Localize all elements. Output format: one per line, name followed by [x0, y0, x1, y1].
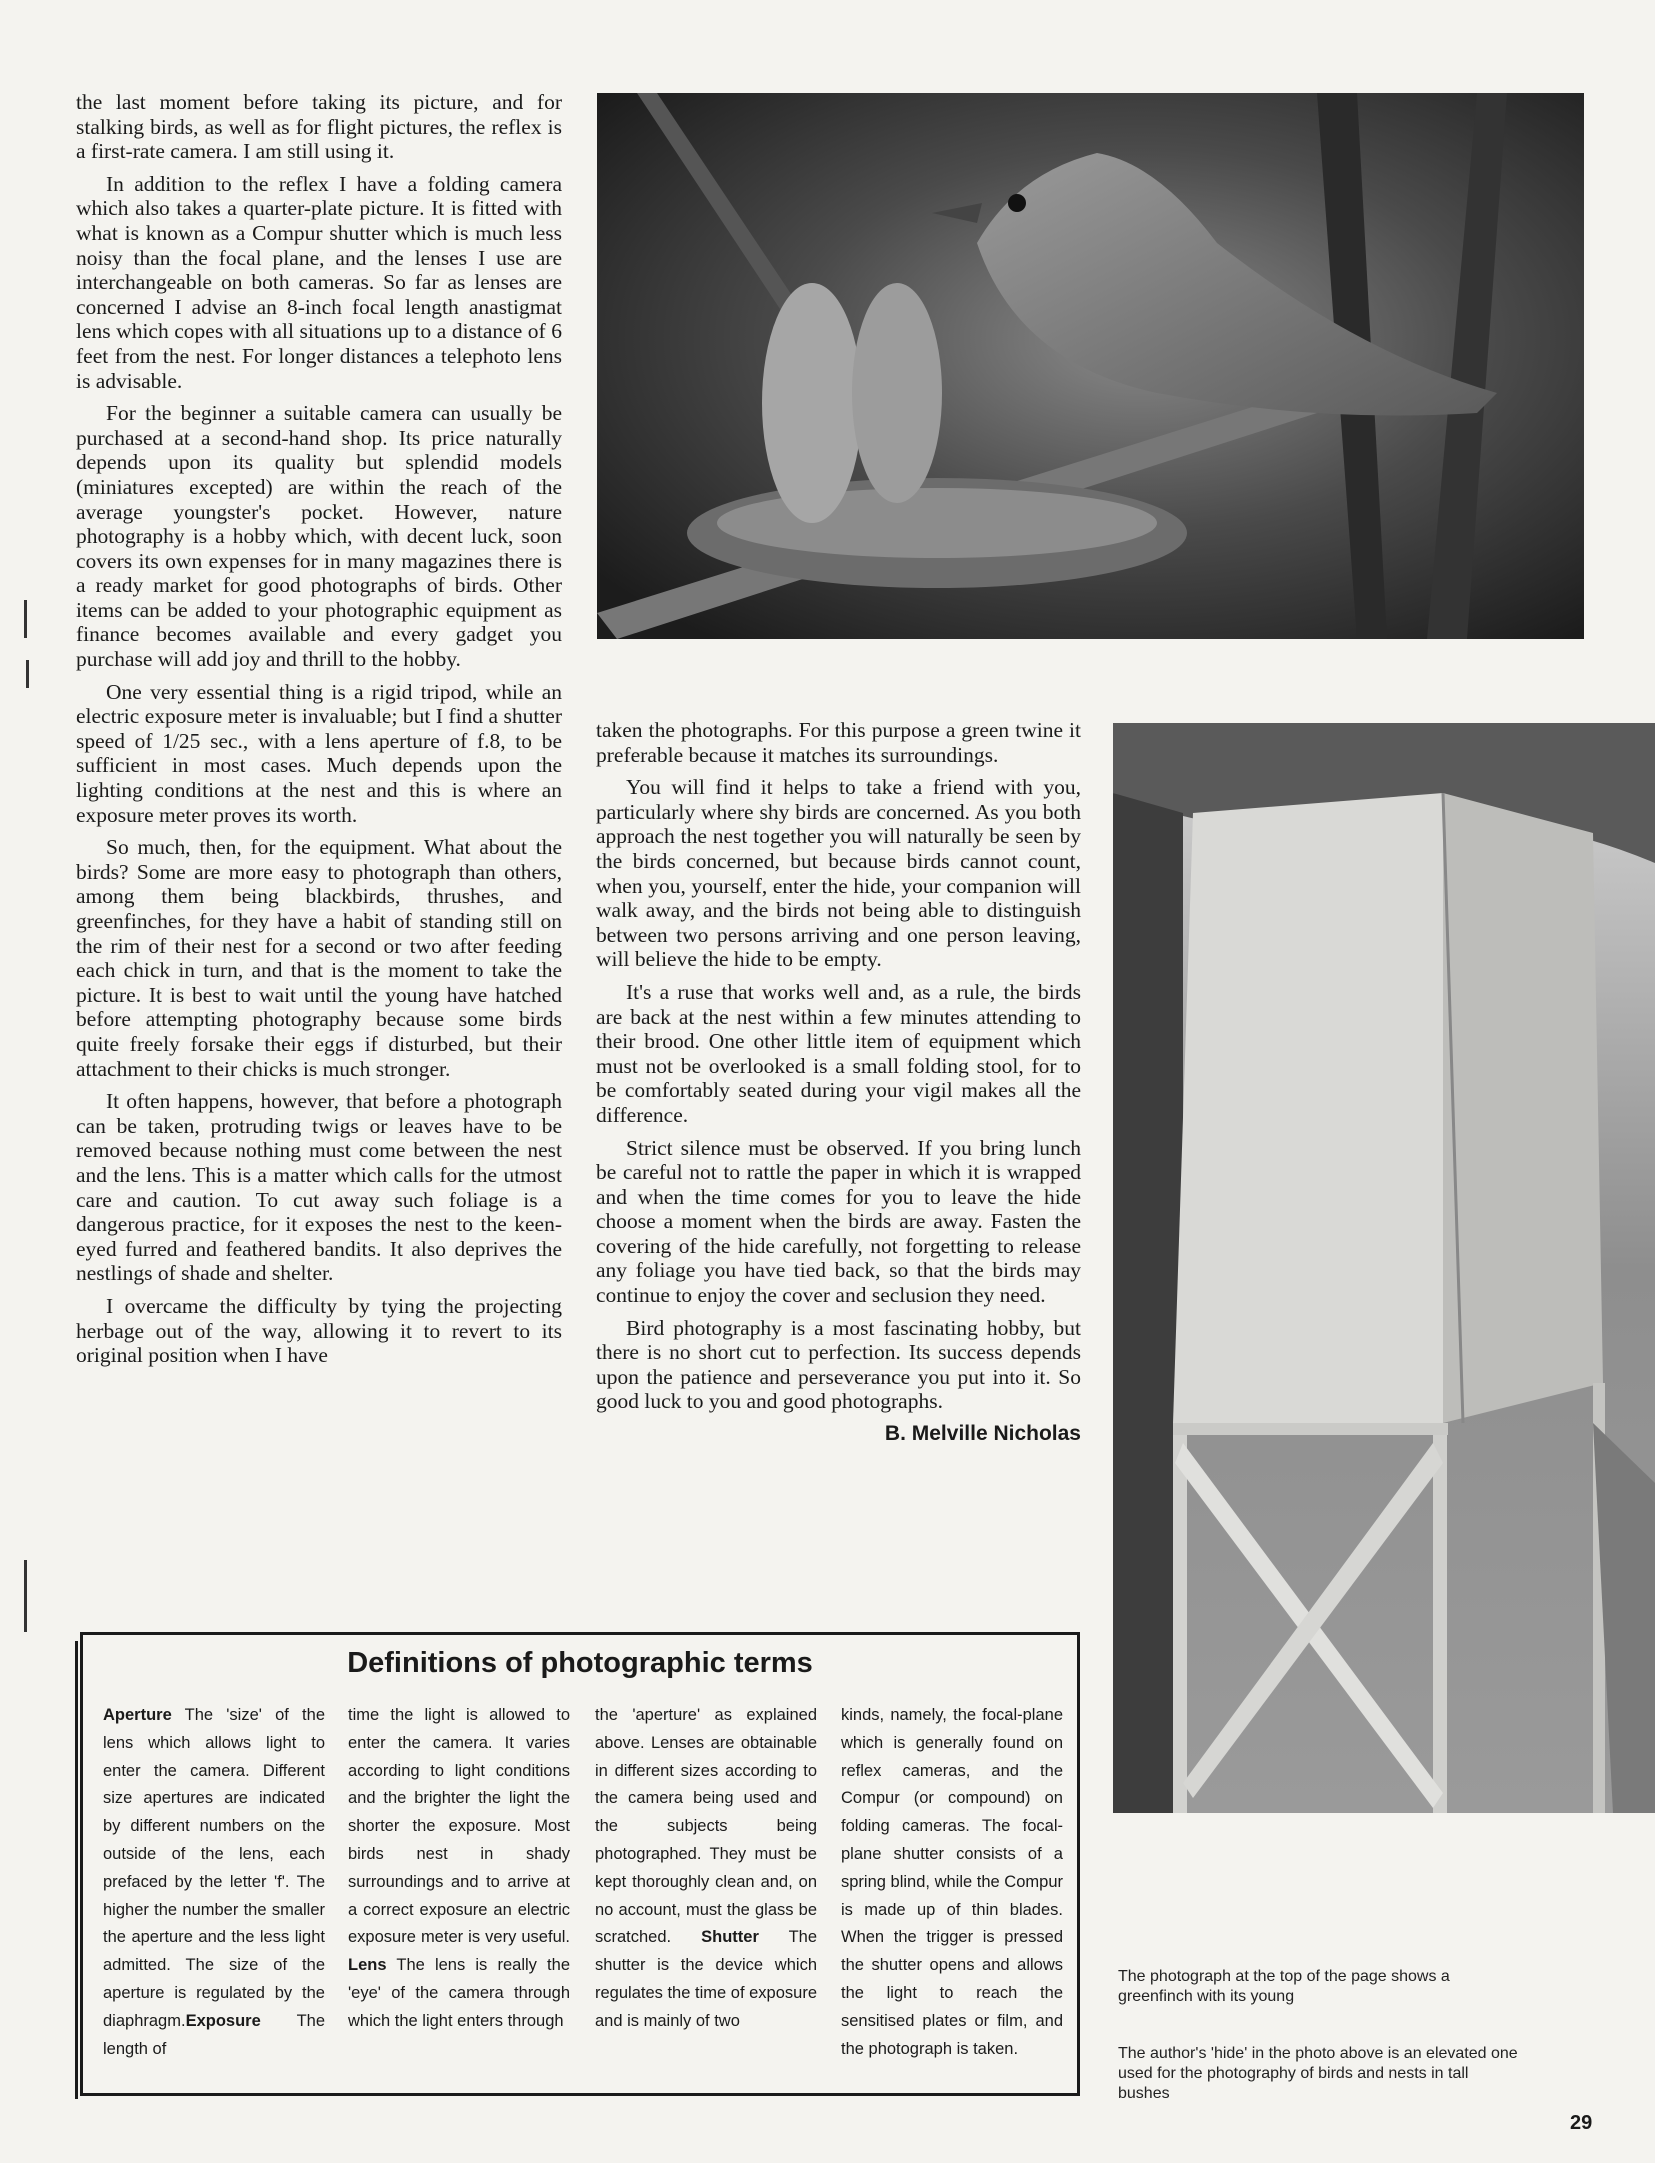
margin-mark	[24, 600, 27, 638]
bird-hide-photo	[1113, 723, 1655, 1813]
article-paragraph: One very essential thing is a rigid tripod, while an electric exposure meter is invaluable; but I find a shutter speed of 1/25 sec., with a lens aperture of f.8, to be sufficient in most cases. Much depends upon the lighting conditions at the nest and this is where an exposure meter proves its worth.	[76, 679, 562, 827]
photo-caption-hide: The author's 'hide' in the photo above is an elevated one used for the photography of birds and nests in tall bushes	[1118, 2045, 1518, 2102]
greenfinch-nest-photo	[597, 93, 1584, 639]
definition-term: Lens	[348, 1956, 387, 1975]
definitions-column	[595, 1702, 817, 2036]
definition-text: The lens is really the 'eye' of the camera through which the light enters through	[348, 1956, 570, 2030]
definitions-box	[80, 1632, 1080, 2096]
definition-text: The 'size' of the lens which allows light to enter the camera. Different size apertures are indicated by different numbers on the outside of the lens, each prefaced by the letter 'f'. The higher the number the smaller the aperture and the less light admitted. The size of the aperture is regulated by the diaphragm.	[103, 1706, 325, 2030]
definitions-column	[348, 1702, 570, 2036]
article-paragraph: the last moment before taking its picture, and for stalking birds, as well as for flight pictures, the reflex is a first-rate camera. I am still using it.	[76, 90, 562, 164]
article-paragraph: You will find it helps to take a friend with you, particularly where shy birds are concerned. As you both approach the nest together you will naturally be seen by the birds concerned, but because birds cannot count, when you, yourself, enter the hide, your companion will walk away, and the birds not being able to distinguish between two persons arriving and one person leaving, will believe the hide to be empty.	[596, 775, 1081, 972]
definition-text: kinds, namely, the focal-plane which is generally found on reflex cameras, and the Compur (or compound) on folding cameras. The focal-plane shutter consists of a spring blind, while the Compur is made up of thin blades. When the trigger is pressed the shutter opens and allows the light to reach the sensitised plates or film, and the photograph is taken.	[841, 1706, 1063, 2058]
definition-text: The length of	[103, 2011, 325, 2058]
margin-mark	[24, 1560, 27, 1632]
margin-mark	[26, 660, 29, 688]
article-paragraph: Bird photography is a most fascinating hobby, but there is no short cut to perfection. Its success depends upon the patience and perseverance you put into it. So good luck to you and good photographs.	[596, 1315, 1081, 1414]
article-column-middle	[596, 718, 1081, 1447]
article-paragraph: taken the photographs. For this purpose a green twine it preferable because it matches its surroundings.	[596, 718, 1081, 767]
definition-term: Shutter	[701, 1928, 759, 1947]
photo-caption-top: The photograph at the top of the page shows a greenfinch with its young	[1118, 1968, 1450, 2005]
definitions-column	[841, 1702, 1063, 2063]
article-column-left	[76, 90, 562, 1376]
definitions-title: Definitions of photographic terms	[347, 1647, 813, 1679]
article-paragraph: I overcame the difficulty by tying the projecting herbage out of the way, allowing it to revert to its original position when I have	[76, 1293, 562, 1368]
article-paragraph: So much, then, for the equipment. What about the birds? Some are more easy to photograph than others, among them being blackbirds, thrushes, and greenfinches, for they have a habit of standing still on the rim of their nest for a second or two after feeding each chick in turn, and that is the moment to take the picture. It is best to wait until the young have hatched before attempting photography because some birds quite freely forsake their eggs if disturbed, but their attachment to their chicks is much stronger.	[76, 835, 562, 1081]
definition-text: the 'aperture' as explained above. Lenses are obtainable in different sizes according to the camera being used and the subjects being photographed. They must be kept thoroughly clean and, on no account, must the glass be scratched.	[595, 1706, 817, 1947]
definition-term: Aperture	[103, 1706, 172, 1724]
definition-text: time the light is allowed to enter the camera. It varies according to light conditions and the brighter the light the shorter the exposure. Most birds nest in shady surroundings and to arrive at a correct exposure an electric exposure meter is very useful.	[348, 1706, 570, 1947]
page-number: 29	[1570, 2112, 1593, 2134]
definitions-column	[103, 1702, 325, 2063]
article-paragraph: It often happens, however, that before a photograph can be taken, protruding twigs or leaves have to be removed because nothing must come between the nest and the lens. This is a matter which calls for the utmost care and caution. To cut away such foliage is a dangerous practice, for it exposes the nest to the keen-eyed furred and feathered bandits. It also deprives the nestlings of shade and shelter.	[76, 1089, 562, 1286]
article-paragraph: Strict silence must be observed. If you bring lunch be careful not to rattle the paper in which it is wrapped and when the time comes for you to leave the hide choose a moment when the birds are away. Fasten the covering of the hide carefully, not forgetting to release any foliage you have tied back, so that the birds may continue to enjoy the cover and seclusion they need.	[596, 1135, 1081, 1308]
article-paragraph: In addition to the reflex I have a folding camera which also takes a quarter-plate picture. It is fitted with what is known as a Compur shutter which is much less noisy than the focal plane, and the lenses I use are interchangeable on both cameras. So far as lenses are concerned I advise an 8-inch focal length anastigmat lens which copes with all situations up to a distance of 6 feet from the nest. For longer distances a telephoto lens is advisable.	[76, 171, 562, 393]
definition-term: Exposure	[185, 2011, 261, 2030]
author-byline: B. Melville Nicholas	[884, 1422, 1081, 1446]
article-paragraph: For the beginner a suitable camera can usually be purchased at a second-hand shop. Its price naturally depends upon its quality but splendid models (miniatures excepted) are within the reach of the average youngster's pocket. However, nature photography is a hobby which, with decent luck, soon covers its own expenses for in many magazines there is a ready market for good photographs of birds. Other items can be added to your photographic equipment as finance becomes available and every gadget you purchase will add joy and thrill to the hobby.	[76, 401, 562, 672]
definition-text: The shutter is the device which regulates the time of exposure and is mainly of two	[595, 1928, 817, 2030]
article-paragraph: It's a ruse that works well and, as a rule, the birds are back at the nest within a few minutes attending to their brood. One other little item of equipment which must not be overlooked is a small folding stool, for to be comfortably seated during your vigil makes all the difference.	[596, 979, 1081, 1127]
